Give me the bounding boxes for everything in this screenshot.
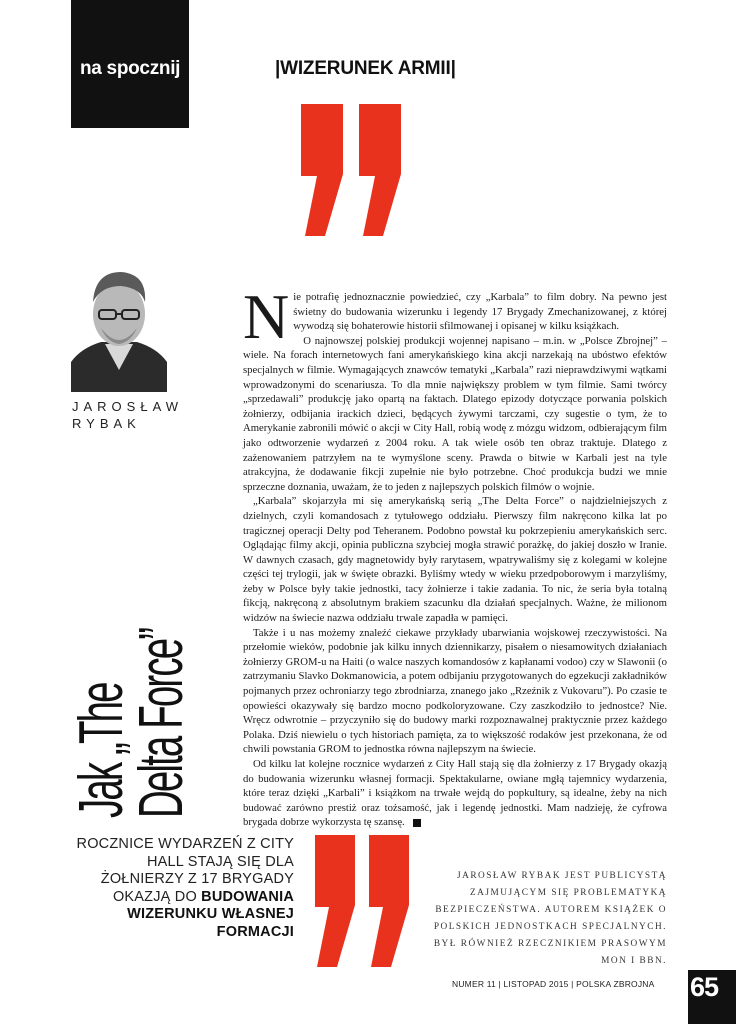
page-footer: NUMER 11 | LISTOPAD 2015 | POLSKA ZBROJNA <box>452 979 655 989</box>
quote-mark-left <box>301 104 343 236</box>
body-paragraph-3: „Karbala” skojarzyła mi się amerykańską serią „The Delta Force” o najdzielniejszych z dzielnych, czyli komandosach z tytułowego oddziału. Pierwszy film nakręcono kilka lat po tragicznej operacji Delty pod Teheranem. Podobno powstał ku pokrzepieniu amerykańskich serc. Oglądając filmy akcji, opinia publiczna szybciej mogła strawić porażkę, do jakiej doszło w Iranie. W dawnych czasach, gdy magnetowidy były rarytasem, wpatrywaliśmy się z kolegami w kolejne części tej trylogii, jak w święte obrazki. Byliśmy wtedy w wieku przedpoborowym i marzyliśmy, żeby w Polsce były takie jednostki, tacy żołnierze i takie zadania. To nic, że seria była totalną fikcją, nakręconą z absolutnym brakiem szacunku dla działań specjalnych. Ważne, że milionom widzów na świecie nazwa oddziału trwale zapadła w pamięci. <box>243 495 667 625</box>
lead-text-bold: BUDOWANIA WIZERUNKU WŁASNEJ FORMACJI <box>127 888 294 940</box>
author-last-name: RYBAK <box>72 416 141 431</box>
end-of-article-mark <box>413 819 421 827</box>
body-paragraph-4: Także i u nas możemy znaleźć ciekawe przykłady ubarwiania wojskowej rzeczywistości. Na przełomie wieków, podobnie jak kilku innych dziennikarzy, pisałem o niesamowitych działaniach żołnierzy GROM-u na Haiti (o walce naszych komandosów z kapłanami vodoo) czy w Slawonii (o zatrzymaniu Slavko Dokmanowicia, a potem odbijaniu przygotowanych do egzekucji zakładników pojmanych przez ochroniarzy tego zbrodniarza, znanego jako „Rzeźnik z Vukovaru”). Po czasie te opowieści okazywały się bardzo mocno podkoloryzowane. Czy zaszkodziło to jednostce? Nie. Wręcz odwrotnie – przyczyniło się do budowy marki rozpoznawalnej praktycznie przez każdego Polaka. Dziś niewielu o tych historiach pamięta, za to większość rodaków jest przekonana, że od chwili powstania GROM to jednostka równa najlepszym na świecie. <box>243 626 667 756</box>
headline <box>67 488 196 818</box>
paragraph-text: ie potrafię jednoznacznie powiedzieć, czy „Karbala” to film dobry. Na pewno jest świetny do budowania wizerunku i legendy 17 Brygady Zmechanizowanej, z której wywodzą się bohaterowie historii sfilmowanej i opisanej w kilku książkach. <box>293 291 667 333</box>
headline-container <box>67 488 212 818</box>
headline-line-2: Delta Force” <box>127 628 196 818</box>
body-paragraph-2: O najnowszej polskiej produkcji wojennej napisano – m.in. w „Polsce Zbrojnej” – wiele. Na forach internetowych fani amerykańskiego kina akcji narzekają na ubóstwo efektów specjalnych w filmie. Wymagających znawców tematyki „Karbala” razi nieprawdziwymi wątkami wprowadzonymi do scenariusza. To dla mnie największy problem w tym filmie. Sami twórcy „sprzedawali” produkcję jako opartą na faktach. Dlatego epizody dotyczące porwania polskich żołnierzy, odbijania irackich dzieci, będących żywymi tarczami, czy sugestie o tym, że to Amerykanie zabronili mówić o akcji w City Hall, robią wodę z mózgu widzom, odbierającym film jako odtworzenie wydarzeń z 2004 roku. A tak wiele osób ten obraz traktuje. Dlatego z zażenowaniem patrzyłem na te wymyślone sceny. Prawda o bitwie w Karbali jest na tyle atrakcyjna, że dodawanie fikcji zupełnie nie było potrzebne. Choć produkcja budzi we mnie sprzeczne doznania, uważam, że to jeden z najlepszych polskich filmów o wojnie. <box>243 334 667 493</box>
lead-text: ROCZNICE WYDARZEŃ Z CITY HALL STAJĄ SIĘ DLA ŻOŁNIERZY Z 17 BRYGADY OKAZJĄ DO <box>76 836 294 905</box>
author-portrait <box>71 262 167 392</box>
author-name <box>72 398 183 432</box>
paragraph-text: Od kilku lat kolejne rocznice wydarzeń z City Hall stają się dla żołnierzy z 17 Brygady okazją do budowania wizerunku własnej formacji. Spektakularne, owiane mgłą tajemnicy wydarzenia, które teraz dzięki „Karbali” i książkom na trwałe wejdą do popkultury, są idealne, żeby na nich budować zarówno prestiż oraz tożsamość, jak i legendę jednostki. Mam nadzieję, że cyfrowa brygada dobrze wykorzysta tę szansę. <box>243 758 667 829</box>
body-paragraph-1 <box>243 281 667 352</box>
rubric-title: |WIZERUNEK ARMII| <box>275 58 456 79</box>
quote-mark-right <box>369 835 409 967</box>
body-paragraph-5 <box>243 757 667 830</box>
author-first-name: JAROSŁAW <box>72 399 184 414</box>
drop-cap: N <box>243 281 290 352</box>
author-bio: JAROSŁAW RYBAK JEST PUBLICYSTĄ ZAJMUJĄCYM SIĘ PROBLEMATYKĄ BEZPIECZEŃSTWA. AUTOREM KSIĄŻEK O POLSKICH JEDNOSTKACH SPECJALNYCH. BYŁ RÓWNIEŻ RZECZNIKIEM PRASOWYM MON I BBN. <box>433 871 667 966</box>
quote-mark-right <box>359 104 401 236</box>
headline-line-1: Jak „The <box>67 683 136 818</box>
lead-paragraph <box>70 836 294 941</box>
page-number: 65 <box>690 972 719 1002</box>
quote-mark-left <box>315 835 355 967</box>
section-label: na spocznij <box>80 58 181 79</box>
opening-quote-mark <box>297 104 407 236</box>
closing-quote-mark <box>311 835 413 967</box>
article-body <box>243 281 667 830</box>
